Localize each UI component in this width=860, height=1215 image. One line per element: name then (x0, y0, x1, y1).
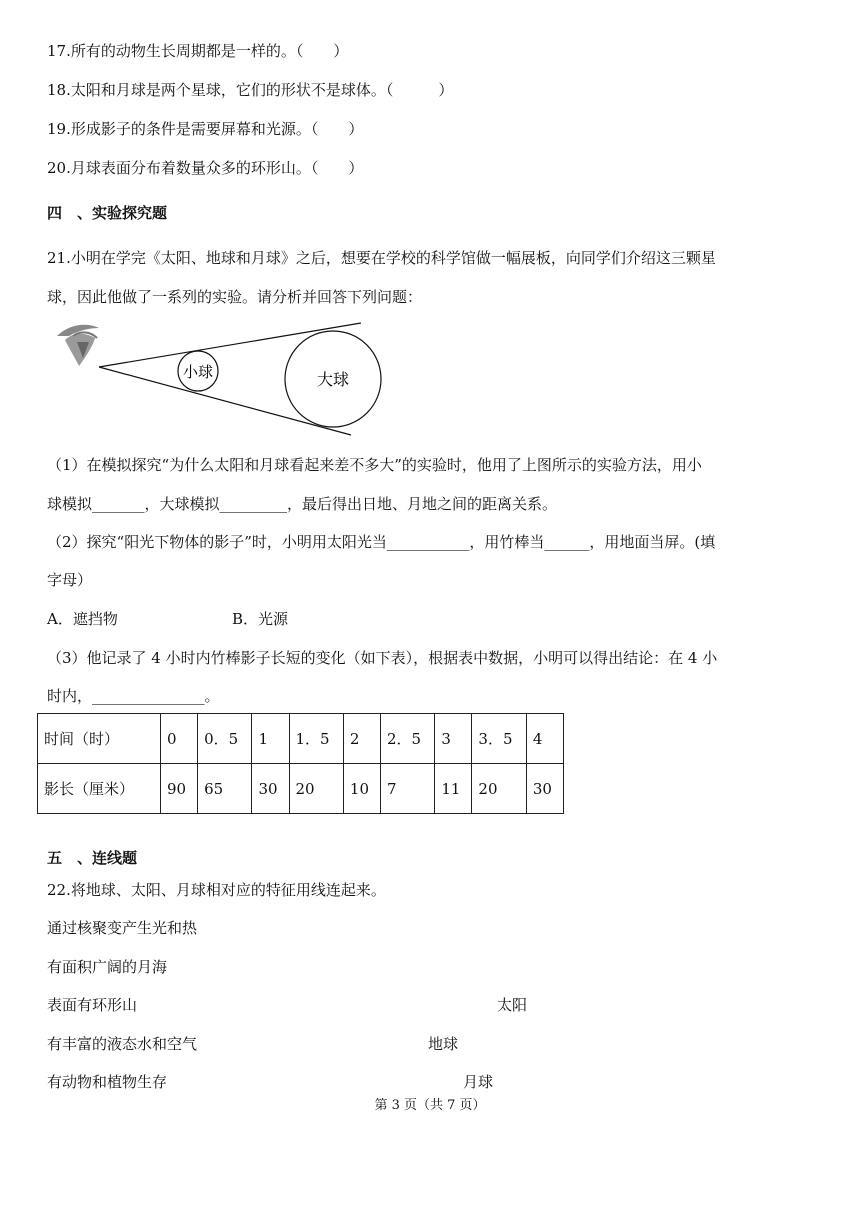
table-cell: 3．5 (472, 714, 526, 764)
feature-item: 有动物和植物生存 (47, 1073, 168, 1091)
table-cell: 65 (198, 764, 252, 814)
table-cell: 7 (380, 764, 434, 814)
table-row (38, 764, 564, 814)
table-cell: 2 (343, 714, 380, 764)
table-cell: 0 (161, 714, 198, 764)
feature-item: 有丰富的液态水和空气 (47, 1035, 198, 1053)
part-1-line1: （1）在模拟探究“为什么太阳和月球看起来差不多大”的实验时，他用了上图所示的实验方法，用小 (47, 456, 702, 474)
table-header-time: 时间（时） (38, 714, 161, 764)
section-4-title: 四 、实验探究题 (47, 204, 168, 222)
part-2-line1: （2）探究“阳光下物体的影子”时，小明用太阳光当___________，用竹棒当______，用地面当屏。(填 (47, 533, 716, 551)
feature-item: 表面有环形山 (47, 996, 138, 1014)
question-18: 18.太阳和月球是两个星球，它们的形状不是球体。（ ） (47, 81, 454, 99)
eye-icon (57, 325, 99, 366)
question-21-line1: 21.小明在学完《太阳、地球和月球》之后，想要在学校的科学馆做一幅展板，向同学们介绍这三颗星 (47, 249, 716, 267)
shadow-length-table (37, 713, 564, 814)
table-cell: 90 (161, 764, 198, 814)
part-2-line2: 字母） (47, 571, 93, 589)
table-cell: 4 (526, 714, 563, 764)
option-a: A．遮挡物 (47, 610, 118, 628)
small-ball-label: 小球 (182, 363, 214, 381)
question-20: 20.月球表面分布着数量众多的环形山。（ ） (47, 159, 364, 177)
part-1-line2: 球模拟_______，大球模拟_________，最后得出日地、月地之间的距离关系。 (47, 495, 558, 513)
page-footer: 第 3 页（共 7 页） (374, 1098, 486, 1113)
feature-item: 通过核聚变产生光和热 (47, 919, 198, 937)
body-earth: 地球 (428, 1035, 459, 1053)
question-17: 17.所有的动物生长周期都是一样的。（ ） (47, 42, 349, 60)
table-cell: 20 (289, 764, 343, 814)
table-cell: 2．5 (380, 714, 434, 764)
option-b: B．光源 (232, 610, 289, 628)
body-moon: 月球 (463, 1073, 494, 1091)
table-cell: 1 (252, 714, 289, 764)
table-cell: 10 (343, 764, 380, 814)
table-cell: 30 (252, 764, 289, 814)
body-sun: 太阳 (497, 996, 528, 1014)
question-22: 22.将地球、太阳、月球相对应的特征用线连起来。 (47, 881, 386, 899)
table-cell: 30 (526, 764, 563, 814)
big-ball-label: 大球 (316, 370, 350, 389)
table-row (38, 714, 564, 764)
table-cell: 0．5 (198, 714, 252, 764)
experiment-figure (55, 318, 395, 440)
table-cell: 11 (435, 764, 472, 814)
part-3-line2: 时内，_______________。 (47, 687, 220, 705)
question-21-line2: 球，因此他做了一系列的实验。请分析并回答下列问题： (47, 288, 423, 306)
feature-item: 有面积广阔的月海 (47, 958, 168, 976)
table-cell: 3 (435, 714, 472, 764)
table-header-length: 影长（厘米） (38, 764, 161, 814)
table-cell: 1．5 (289, 714, 343, 764)
section-5-title: 五 、连线题 (47, 849, 138, 867)
part-3-line1: （3）他记录了 4 小时内竹棒影子长短的变化（如下表），根据表中数据，小明可以得出结论：在 4 小 (47, 649, 718, 667)
table-cell: 20 (472, 764, 526, 814)
question-19: 19.形成影子的条件是需要屏幕和光源。（ ） (47, 120, 364, 138)
